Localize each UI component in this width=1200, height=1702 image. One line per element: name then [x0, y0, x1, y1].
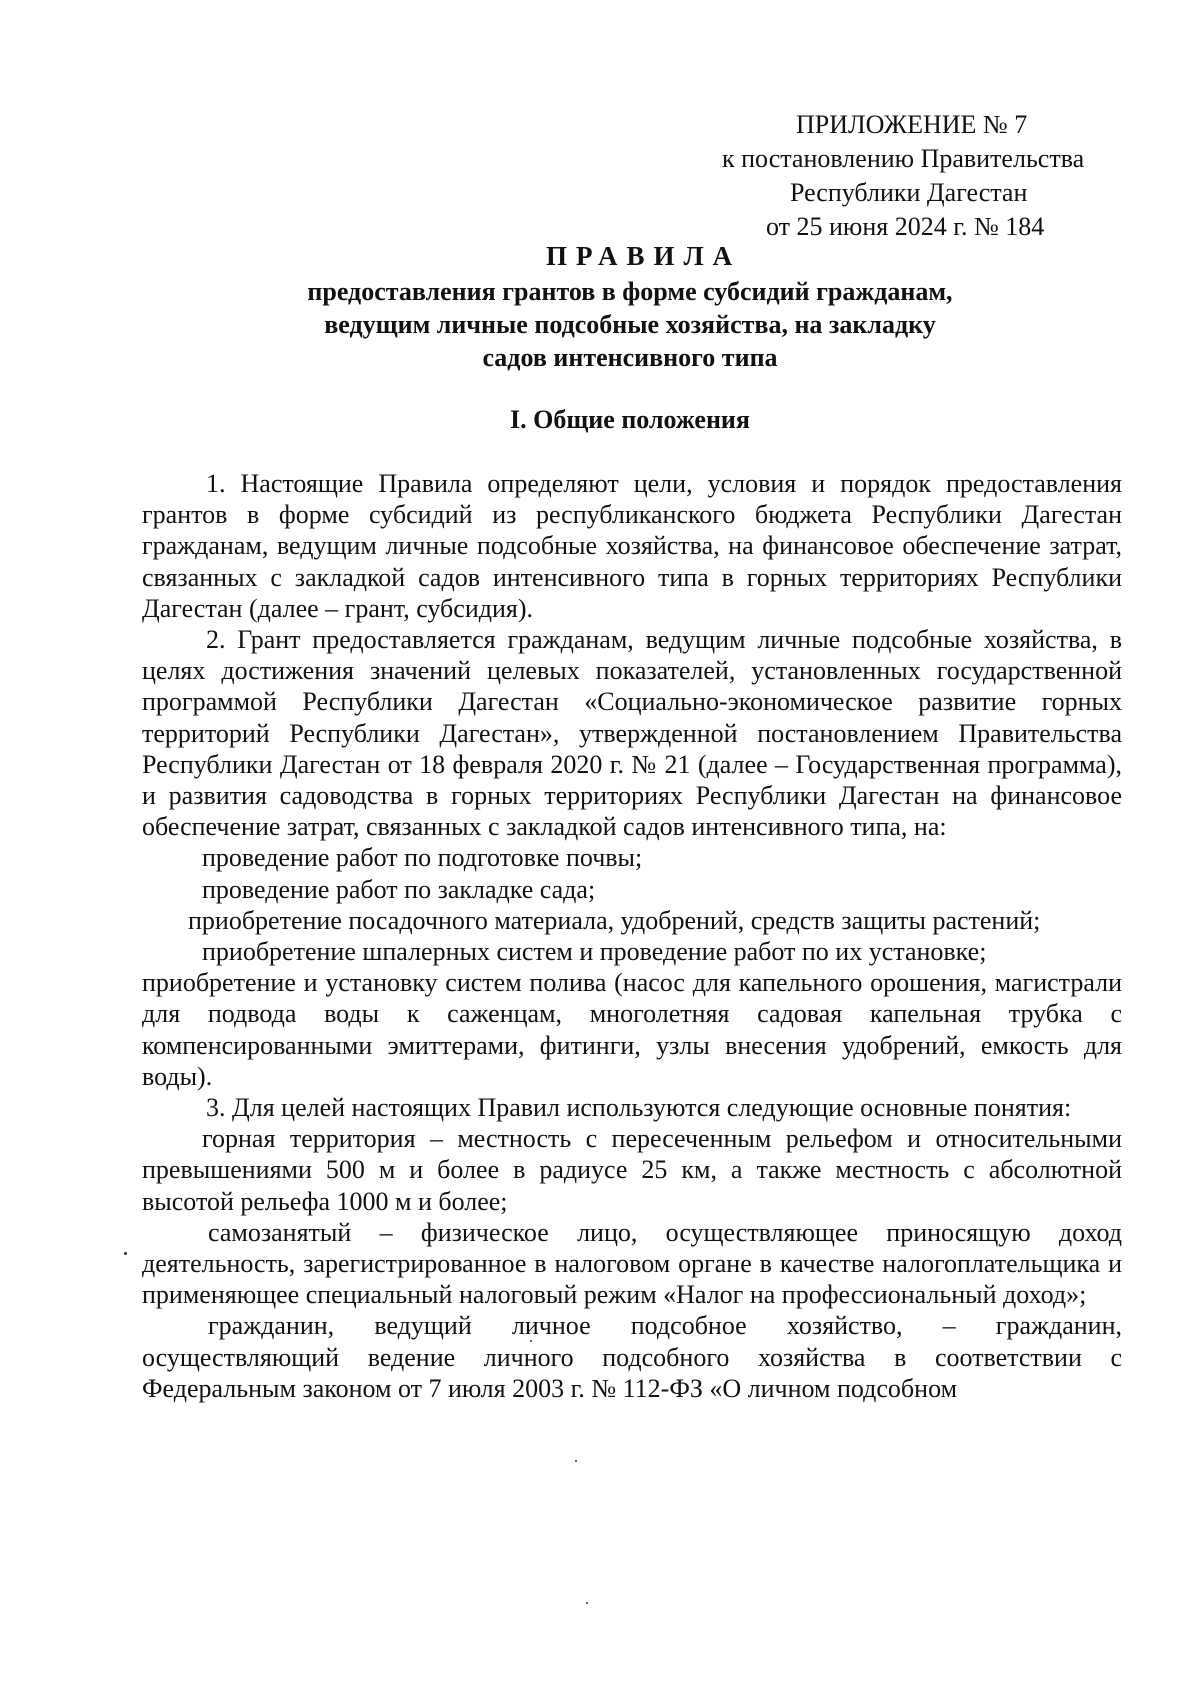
- appendix-header: [700, 108, 1140, 244]
- scan-speck: [530, 1340, 532, 1342]
- appendix-reference: к постановлению Правительства: [722, 144, 1085, 173]
- section-heading: I. Общие положения: [510, 405, 750, 434]
- title-main: ПРАВИЛА: [546, 241, 742, 271]
- title-subtitle-line2: ведущим личные подсобные хозяйства, на закладку: [324, 310, 936, 339]
- paragraph-1: 1. Настоящие Правила определяют цели, условия и порядок предоставления грантов в форме субсидий из республиканского бюджета Республики Дагестан гражданам, ведущим личные подсобные хозяйства, на финансовое обеспечение затрат, связанных с закладкой садов интенсивного типа в горных территориях Республики Дагестан (далее – грант, субсидия).: [142, 469, 1122, 623]
- document-body: [142, 468, 1122, 1404]
- list-item-materials: приобретение посадочного материала, удобрений, средств защиты растений;: [188, 905, 1041, 935]
- scan-speck: [586, 1602, 588, 1604]
- document-title: [130, 240, 1130, 374]
- title-subtitle-line3: садов интенсивного типа: [482, 343, 778, 372]
- scan-speck: [124, 1252, 127, 1255]
- scan-speck: [575, 1460, 577, 1462]
- appendix-region: Республики Дагестан: [790, 178, 1028, 207]
- definition-mountain-territory: горная территория – местность с пересеченным рельефом и относительными превышениями 500 м и более в радиусе 25 км, а также местность с абсолютной высотой рельефа 1000 м и более;: [142, 1124, 1122, 1216]
- title-subtitle-line1: предоставления грантов в форме субсидий гражданам,: [307, 277, 953, 306]
- list-item-irrigation: приобретение и установку систем полива (насос для капельного орошения, магистрали для подвода воды к саженцам, многолетняя садовая капельная трубка с компенсированными эмиттерами, фитинги, узлы внесения удобрений, емкость для воды).: [142, 968, 1122, 1091]
- definition-self-employed: самозанятый – физическое лицо, осуществляющее приносящую доход деятельность, зарегистрированное в налоговом органе в качестве налогоплательщика и применяющее специальный налоговый режим «Налог на профессиональный доход»;: [142, 1217, 1122, 1310]
- list-item-soil: проведение работ по подготовке почвы;: [202, 843, 643, 873]
- appendix-date: от 25 июня 2024 г. № 184: [766, 212, 1045, 241]
- list-item-trellis: приобретение шпалерных систем и проведение работ по их установке;: [202, 937, 987, 967]
- appendix-number: ПРИЛОЖЕНИЕ № 7: [796, 110, 1028, 139]
- definition-citizen-household: гражданин, ведущий личное подсобное хозяйство, – гражданин, осуществляющий ведение личного подсобного хозяйства в соответствии с Федеральным законом от 7 июля 2003 г. № 112-ФЗ «О личном подсобном: [142, 1311, 1122, 1403]
- list-item-garden: проведение работ по закладке сада;: [202, 874, 596, 904]
- paragraph-2: 2. Грант предоставляется гражданам, ведущим личные подсобные хозяйства, в целях достижения значений целевых показателей, установленных государственной программой Республики Дагестан «Социально-экономическое развитие горных территорий Республики Дагестан», утвержденной постановлением Правительства Республики Дагестан от 18 февраля 2020 г. № 21 (далее – Государственная программа), и развития садоводства в горных территориях Республики Дагестан на финансовое обеспечение затрат, связанных с закладкой садов интенсивного типа, на:: [142, 625, 1122, 842]
- paragraph-3: 3. Для целей настоящих Правил используются следующие основные понятия:: [206, 1093, 1072, 1123]
